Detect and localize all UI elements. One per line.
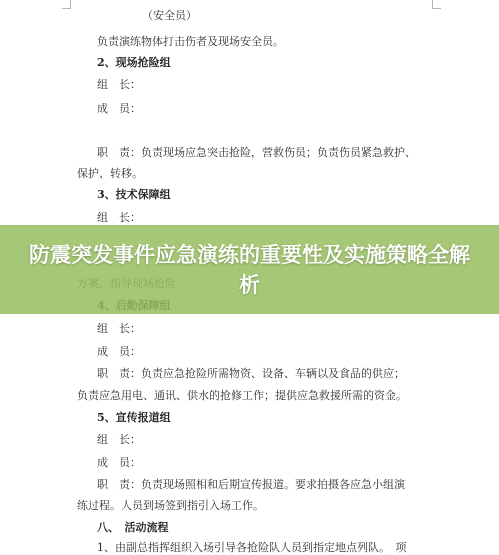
page-corner-mark bbox=[62, 0, 71, 9]
text-line: 职 责：负责现场照相和后期宣传报道。要求拍摄各应急小组演 bbox=[97, 478, 405, 491]
text-line: 1、由副总指挥组织入场引导各抢险队人员到指定地点列队。 项 bbox=[97, 541, 407, 554]
role-label: （安全员） bbox=[142, 9, 197, 22]
field-label: 成 员： bbox=[97, 345, 141, 358]
text-line: 保护、转移。 bbox=[77, 167, 143, 180]
text-line: 负责应急用电、通讯、供水的抢修工作；提供应急救援所需的资金。 bbox=[77, 389, 407, 402]
field-label: 成 员： bbox=[97, 102, 141, 115]
section-heading: 八、 活动流程 bbox=[97, 521, 169, 534]
banner-title: 防震突发事件应急演练的重要性及实施策略全解析 bbox=[29, 243, 470, 297]
section-heading: 2、现场抢险组 bbox=[97, 56, 171, 69]
field-label: 组 长： bbox=[97, 322, 141, 335]
section-heading: 5、宣传报道组 bbox=[97, 411, 171, 424]
text-line: 负责演练物体打击伤者及现场安全员。 bbox=[97, 35, 284, 48]
field-label: 组 长： bbox=[97, 211, 141, 224]
section-heading: 3、技术保障组 bbox=[97, 188, 171, 201]
text-line: 职 责：负责应急抢险所需物资、设备、车辆以及食品的供应； bbox=[97, 367, 405, 380]
text-line: 练过程。人员到场签到指引入场工作。 bbox=[77, 499, 264, 512]
page-corner-mark bbox=[432, 0, 441, 9]
field-label: 组 长： bbox=[97, 433, 141, 446]
field-label: 组 长： bbox=[97, 78, 141, 91]
field-label: 成 员： bbox=[97, 456, 141, 469]
text-line: 职 责：负责现场应急突击抢险，营救伤员；负责伤员紧急救护、 bbox=[97, 146, 416, 159]
